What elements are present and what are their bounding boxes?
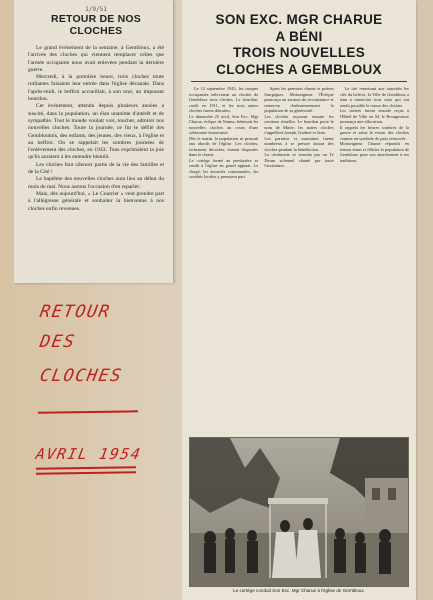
clipping-paragraph: Cet événement, attendu depuis plusieurs années a suscité, dans la population, un élan unanime d'intérêt et de sympathie. Tout le monde voulait voir, toucher, admirer nos nouvelles cloches. Toute la journée, ce fut le défilé des Gembloutois, des enfants, des jeunes, des vieux, à l'église et au beffroi. On se rappelait les sombres journées de l'enlèvement des cloches, en 1943. Tous exprimaient la joie qu'ils auraient à les entendre bientôt. (28, 103, 164, 161)
article-column: Après les premiers chants et prières liturgiques, Monseigneur l'Évêque prononça un sermon de circonstance et remercia chaleureusement la population de sa générosité. Les cloches reçurent ensuite les onctions rituelles. Le bourdon porte le nom de Marie; les autres cloches s'appellent Joseph, Guibert et Jean. Les parrains et marraines furent nombreux à se presser autour des cloches pendant la bénédiction. La cérémonie se termina par un Te Deum solennel chanté par toute l'assistance. (264, 86, 334, 168)
article-column: Le tiré remettant aux autorités les clés du beffroi, la Ville de Gembloux a tenu à remercier tous ceux qui ont rendu possible le retour des cloches. Les invités furent ensuite reçus à l'Hôtel de Ville où M. le Bourgmestre prononça une allocution. Il rappela les heures sombres de la guerre et salua le retour des cloches comme un symbole de paix retrouvée. Monseigneur Charue répondit en termes émus et félicita la population de Gembloux pour son attachement à ses traditions. (339, 86, 409, 163)
photo-caption: Le cortège conduit Son Exc. Mgr Charue à l'église de Gembloux. (233, 588, 365, 593)
handwritten-title-line-3: CLOCHES (38, 366, 124, 386)
article-columns (189, 86, 409, 486)
headline-divider (191, 81, 407, 82)
clipping-paragraph: Les cloches font silencer partie de la vie des familles et de la Cité ! (28, 161, 164, 176)
article-column: Le 12 septembre 1943, les troupes occupantes enlevaient au clocher de Gembloux trois cloches. Le bourdon, coulé en 1911, et les trois autres cloches furent détruites. Le dimanche 25 avril, Son Exc. Mgr Charue, évêque de Namur, bénissait les nouvelles cloches au cours d'une cérémonie émouvante. Dès le matin, la population se pressait aux abords de l'église. Les cloches, richement décorées, étaient disposées dans le chœur. Le cortège formé au presbytère se rendit à l'église en grand apparat. Le clergé, les autorités communales, les sociétés locales y prenaient part. (189, 86, 259, 179)
handwritten-title-line-2: DES (38, 332, 77, 352)
clipping-paragraph: Mais, dès aujourd'hui, « Le Courrier » veut prendre part à l'allégresse générale et souhaiter la bienvenue à nos cloches enfin revenues. (28, 190, 164, 212)
handwritten-date: AVRIL 1954 (34, 445, 143, 463)
clipping-paragraph: Le grand événement de la semaine, à Gembloux, a été l'arrivée des cloches qui viennent remplacer celles que l'armée occupante nous avait enlevées pendant la dernière guerre. (28, 45, 164, 73)
clipping-paragraph: Mercredi, à la première heure, trois cloches toute rutilantes faisaient leur entrée dans l'église décanale. Dans l'après-midi, le beffroi accueillait, à son tour, un imposant bourdon. (28, 74, 164, 103)
newspaper-clipping-right (182, 0, 416, 600)
headline-line: SON EXC. MGR CHARUE (215, 12, 383, 27)
article-headline (189, 12, 409, 78)
handwritten-underline (38, 410, 138, 413)
handwritten-underline (36, 466, 136, 469)
handwritten-underline (36, 471, 136, 474)
newspaper-clipping-left (14, 0, 174, 283)
handwritten-title-line-1: RETOUR (38, 302, 113, 322)
clipping-stub: 1/9/51 (85, 6, 107, 13)
procession-photo (189, 437, 409, 587)
clipping-title: RETOUR DE NOS CLOCHES (51, 13, 141, 37)
headline-line: CLOCHES A GEMBLOUX (216, 61, 382, 77)
headline-line: TROIS NOUVELLES (232, 45, 365, 60)
headline-line: A BÉNI (275, 28, 323, 44)
clipping-paragraph: Le baptême des nouvelles cloches aura lieu au début du mois de mai. Nous aurons l'occasion d'en reparler. (28, 176, 164, 190)
